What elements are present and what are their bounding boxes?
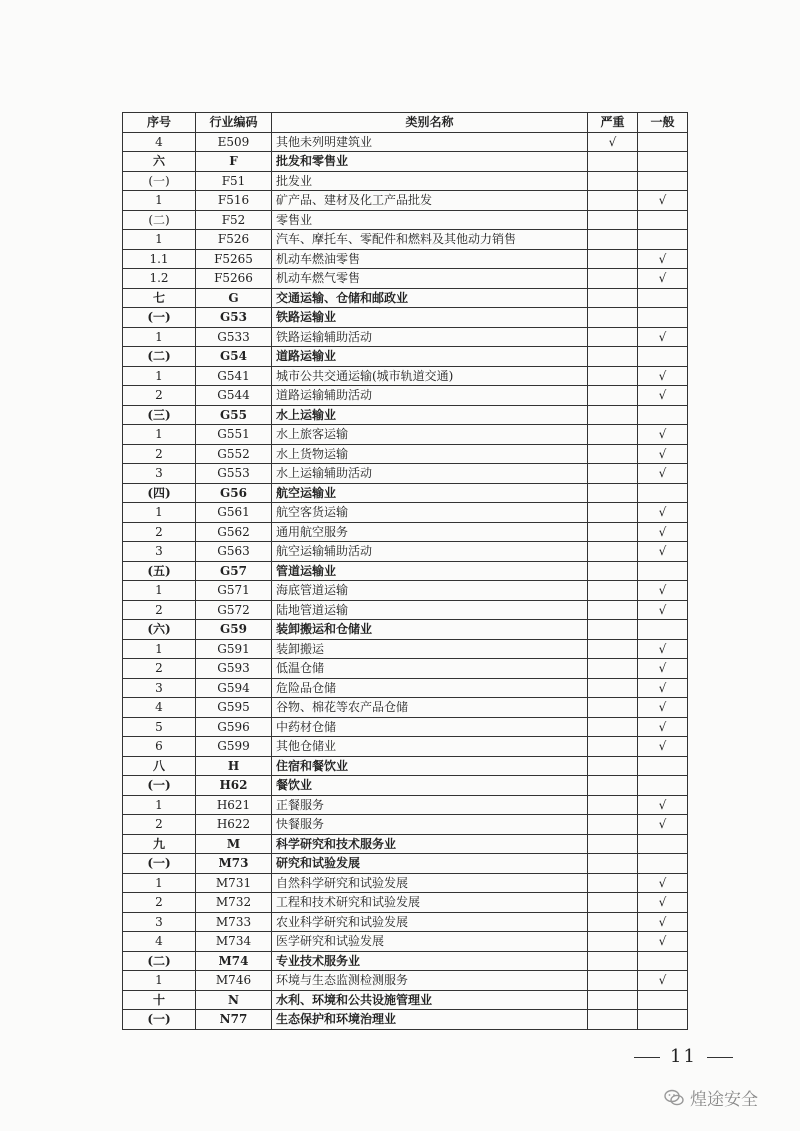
table-row xyxy=(123,620,688,640)
header-name: 类别名称 xyxy=(272,113,588,133)
row-name: 其他未列明建筑业 xyxy=(272,132,588,152)
table-row xyxy=(123,425,688,445)
row-no: 3 xyxy=(123,542,196,562)
row-code: G54 xyxy=(196,347,272,367)
row-severe-mark xyxy=(588,600,638,620)
row-severe-mark xyxy=(588,639,638,659)
row-general-mark: √ xyxy=(638,639,688,659)
table-row xyxy=(123,795,688,815)
row-code: H621 xyxy=(196,795,272,815)
row-code: G552 xyxy=(196,444,272,464)
row-severe-mark xyxy=(588,561,638,581)
table-row xyxy=(123,815,688,835)
row-severe-mark xyxy=(588,854,638,874)
row-code: G599 xyxy=(196,737,272,757)
row-severe-mark xyxy=(588,776,638,796)
row-code: G571 xyxy=(196,581,272,601)
row-severe-mark xyxy=(588,620,638,640)
row-no: 1 xyxy=(123,230,196,250)
row-severe-mark xyxy=(588,737,638,757)
row-severe-mark xyxy=(588,815,638,835)
row-general-mark: √ xyxy=(638,425,688,445)
row-name: 批发业 xyxy=(272,171,588,191)
row-no: 八 xyxy=(123,756,196,776)
row-name: 危险品仓储 xyxy=(272,678,588,698)
industry-table xyxy=(122,112,688,1030)
row-name: 机动车燃油零售 xyxy=(272,249,588,269)
table-row xyxy=(123,756,688,776)
row-no: 4 xyxy=(123,698,196,718)
row-name: 水上货物运输 xyxy=(272,444,588,464)
row-general-mark xyxy=(638,132,688,152)
page-number-value: 11 xyxy=(670,1046,697,1067)
row-severe-mark xyxy=(588,990,638,1010)
row-severe-mark xyxy=(588,542,638,562)
row-severe-mark xyxy=(588,717,638,737)
row-general-mark: √ xyxy=(638,659,688,679)
wechat-icon xyxy=(664,1089,684,1107)
row-name: 正餐服务 xyxy=(272,795,588,815)
row-code: G xyxy=(196,288,272,308)
row-general-mark xyxy=(638,210,688,230)
row-no: 2 xyxy=(123,444,196,464)
row-severe-mark xyxy=(588,912,638,932)
row-code: G595 xyxy=(196,698,272,718)
row-severe-mark xyxy=(588,152,638,172)
table-row xyxy=(123,678,688,698)
row-severe-mark xyxy=(588,230,638,250)
row-name: 生态保护和环境治理业 xyxy=(272,1010,588,1030)
row-code: F52 xyxy=(196,210,272,230)
row-name: 城市公共交通运输(城市轨道交通) xyxy=(272,366,588,386)
row-general-mark: √ xyxy=(638,737,688,757)
row-no: 九 xyxy=(123,834,196,854)
row-general-mark: √ xyxy=(638,249,688,269)
row-code: G544 xyxy=(196,386,272,406)
table-row xyxy=(123,854,688,874)
row-code: G57 xyxy=(196,561,272,581)
row-code: G53 xyxy=(196,308,272,328)
row-name: 工程和技术研究和试验发展 xyxy=(272,893,588,913)
page-number-dash-right xyxy=(707,1057,733,1058)
row-name: 自然科学研究和试验发展 xyxy=(272,873,588,893)
row-severe-mark xyxy=(588,464,638,484)
row-severe-mark xyxy=(588,873,638,893)
row-general-mark: √ xyxy=(638,581,688,601)
row-name: 航空运输业 xyxy=(272,483,588,503)
table-row xyxy=(123,405,688,425)
row-code: G551 xyxy=(196,425,272,445)
row-general-mark xyxy=(638,620,688,640)
row-no: 1.1 xyxy=(123,249,196,269)
table-header-row xyxy=(123,113,688,133)
row-name: 交通运输、仓储和邮政业 xyxy=(272,288,588,308)
table-row xyxy=(123,717,688,737)
row-general-mark: √ xyxy=(638,912,688,932)
row-severe-mark xyxy=(588,444,638,464)
row-no: 5 xyxy=(123,717,196,737)
table-row xyxy=(123,912,688,932)
row-code: H xyxy=(196,756,272,776)
row-general-mark: √ xyxy=(638,873,688,893)
row-severe-mark xyxy=(588,171,638,191)
row-no: 1 xyxy=(123,639,196,659)
row-code: M733 xyxy=(196,912,272,932)
row-name: 汽车、摩托车、零配件和燃料及其他动力销售 xyxy=(272,230,588,250)
row-name: 铁路运输辅助活动 xyxy=(272,327,588,347)
row-name: 水上运输业 xyxy=(272,405,588,425)
row-general-mark: √ xyxy=(638,269,688,289)
table-row xyxy=(123,171,688,191)
row-no: (一) xyxy=(123,854,196,874)
row-general-mark xyxy=(638,854,688,874)
table-row xyxy=(123,347,688,367)
row-general-mark: √ xyxy=(638,386,688,406)
row-code: M746 xyxy=(196,971,272,991)
table-row xyxy=(123,873,688,893)
row-name: 专业技术服务业 xyxy=(272,951,588,971)
row-code: F5266 xyxy=(196,269,272,289)
row-severe-mark xyxy=(588,932,638,952)
row-severe-mark xyxy=(588,405,638,425)
row-no: (二) xyxy=(123,210,196,230)
row-code: E509 xyxy=(196,132,272,152)
table-row xyxy=(123,990,688,1010)
row-general-mark xyxy=(638,483,688,503)
row-no: (二) xyxy=(123,951,196,971)
row-no: 1.2 xyxy=(123,269,196,289)
row-severe-mark xyxy=(588,210,638,230)
row-general-mark: √ xyxy=(638,717,688,737)
header-general: 一般 xyxy=(638,113,688,133)
row-no: 2 xyxy=(123,893,196,913)
row-severe-mark xyxy=(588,308,638,328)
row-name: 批发和零售业 xyxy=(272,152,588,172)
row-no: 3 xyxy=(123,678,196,698)
row-severe-mark xyxy=(588,386,638,406)
row-name: 道路运输辅助活动 xyxy=(272,386,588,406)
table-row xyxy=(123,698,688,718)
table-row xyxy=(123,249,688,269)
row-name: 科学研究和技术服务业 xyxy=(272,834,588,854)
row-no: 2 xyxy=(123,386,196,406)
row-general-mark xyxy=(638,951,688,971)
row-code: G533 xyxy=(196,327,272,347)
row-no: 2 xyxy=(123,659,196,679)
table-row xyxy=(123,561,688,581)
row-name: 低温仓储 xyxy=(272,659,588,679)
row-code: N77 xyxy=(196,1010,272,1030)
row-name: 零售业 xyxy=(272,210,588,230)
row-code: G593 xyxy=(196,659,272,679)
row-name: 水利、环境和公共设施管理业 xyxy=(272,990,588,1010)
row-general-mark xyxy=(638,171,688,191)
table-body xyxy=(123,132,688,1029)
row-name: 航空客货运输 xyxy=(272,503,588,523)
row-name: 水上旅客运输 xyxy=(272,425,588,445)
row-severe-mark xyxy=(588,659,638,679)
row-no: (一) xyxy=(123,171,196,191)
row-no: 六 xyxy=(123,152,196,172)
table-row xyxy=(123,327,688,347)
row-severe-mark: √ xyxy=(588,132,638,152)
row-no: 1 xyxy=(123,503,196,523)
row-code: H622 xyxy=(196,815,272,835)
table-row xyxy=(123,483,688,503)
row-name: 谷物、棉花等农产品仓储 xyxy=(272,698,588,718)
row-severe-mark xyxy=(588,288,638,308)
row-code: G56 xyxy=(196,483,272,503)
watermark xyxy=(664,1085,758,1110)
header-severe: 严重 xyxy=(588,113,638,133)
row-no: 1 xyxy=(123,327,196,347)
row-code: F526 xyxy=(196,230,272,250)
row-code: G572 xyxy=(196,600,272,620)
row-general-mark xyxy=(638,288,688,308)
row-severe-mark xyxy=(588,503,638,523)
row-severe-mark xyxy=(588,425,638,445)
table-row xyxy=(123,210,688,230)
row-general-mark: √ xyxy=(638,678,688,698)
row-name: 装卸搬运 xyxy=(272,639,588,659)
table-row xyxy=(123,230,688,250)
row-code: M731 xyxy=(196,873,272,893)
table-row xyxy=(123,776,688,796)
row-severe-mark xyxy=(588,327,638,347)
row-code: G563 xyxy=(196,542,272,562)
row-no: (二) xyxy=(123,347,196,367)
row-no: 3 xyxy=(123,912,196,932)
row-general-mark xyxy=(638,990,688,1010)
table-row xyxy=(123,308,688,328)
table-row xyxy=(123,152,688,172)
row-general-mark: √ xyxy=(638,795,688,815)
row-code: G553 xyxy=(196,464,272,484)
row-no: 1 xyxy=(123,425,196,445)
row-name: 航空运输辅助活动 xyxy=(272,542,588,562)
row-code: M734 xyxy=(196,932,272,952)
row-name: 装卸搬运和仓储业 xyxy=(272,620,588,640)
table-row xyxy=(123,269,688,289)
row-general-mark: √ xyxy=(638,542,688,562)
row-name: 其他仓储业 xyxy=(272,737,588,757)
table-row xyxy=(123,834,688,854)
row-code: G561 xyxy=(196,503,272,523)
table-row xyxy=(123,893,688,913)
row-general-mark xyxy=(638,776,688,796)
row-code: G562 xyxy=(196,522,272,542)
row-no: 1 xyxy=(123,191,196,211)
table-row xyxy=(123,464,688,484)
table-row xyxy=(123,951,688,971)
row-severe-mark xyxy=(588,893,638,913)
row-severe-mark xyxy=(588,756,638,776)
table-row xyxy=(123,932,688,952)
row-severe-mark xyxy=(588,1010,638,1030)
table-row xyxy=(123,444,688,464)
row-code: M732 xyxy=(196,893,272,913)
row-general-mark: √ xyxy=(638,464,688,484)
row-severe-mark xyxy=(588,249,638,269)
row-no: 十 xyxy=(123,990,196,1010)
header-code: 行业编码 xyxy=(196,113,272,133)
table-row xyxy=(123,971,688,991)
table-row xyxy=(123,386,688,406)
row-severe-mark xyxy=(588,483,638,503)
row-severe-mark xyxy=(588,951,638,971)
table-row xyxy=(123,737,688,757)
row-name: 中药材仓储 xyxy=(272,717,588,737)
row-no: (六) xyxy=(123,620,196,640)
row-name: 医学研究和试验发展 xyxy=(272,932,588,952)
row-code: H62 xyxy=(196,776,272,796)
row-name: 铁路运输业 xyxy=(272,308,588,328)
row-name: 通用航空服务 xyxy=(272,522,588,542)
row-no: (三) xyxy=(123,405,196,425)
row-name: 矿产品、建材及化工产品批发 xyxy=(272,191,588,211)
row-code: N xyxy=(196,990,272,1010)
row-general-mark xyxy=(638,308,688,328)
row-general-mark xyxy=(638,834,688,854)
row-general-mark xyxy=(638,561,688,581)
row-severe-mark xyxy=(588,795,638,815)
row-severe-mark xyxy=(588,834,638,854)
table-row xyxy=(123,581,688,601)
row-no: 2 xyxy=(123,815,196,835)
row-name: 快餐服务 xyxy=(272,815,588,835)
table-row xyxy=(123,659,688,679)
table-row xyxy=(123,639,688,659)
row-general-mark: √ xyxy=(638,893,688,913)
row-general-mark: √ xyxy=(638,932,688,952)
row-general-mark xyxy=(638,347,688,367)
row-no: 6 xyxy=(123,737,196,757)
row-code: G594 xyxy=(196,678,272,698)
table-row xyxy=(123,1010,688,1030)
row-general-mark xyxy=(638,1010,688,1030)
row-general-mark: √ xyxy=(638,327,688,347)
row-severe-mark xyxy=(588,191,638,211)
row-no: 1 xyxy=(123,873,196,893)
row-name: 机动车燃气零售 xyxy=(272,269,588,289)
row-name: 陆地管道运输 xyxy=(272,600,588,620)
row-code: F5265 xyxy=(196,249,272,269)
table-row xyxy=(123,503,688,523)
row-name: 管道运输业 xyxy=(272,561,588,581)
row-severe-mark xyxy=(588,347,638,367)
row-severe-mark xyxy=(588,698,638,718)
row-severe-mark xyxy=(588,581,638,601)
row-general-mark: √ xyxy=(638,971,688,991)
row-general-mark: √ xyxy=(638,366,688,386)
row-no: 七 xyxy=(123,288,196,308)
row-severe-mark xyxy=(588,522,638,542)
row-name: 道路运输业 xyxy=(272,347,588,367)
row-general-mark: √ xyxy=(638,444,688,464)
watermark-text: 煌途安全 xyxy=(690,1090,758,1110)
table-row xyxy=(123,191,688,211)
row-general-mark: √ xyxy=(638,503,688,523)
table-row xyxy=(123,600,688,620)
row-general-mark xyxy=(638,756,688,776)
row-name: 研究和试验发展 xyxy=(272,854,588,874)
row-no: 1 xyxy=(123,795,196,815)
row-code: F51 xyxy=(196,171,272,191)
row-name: 餐饮业 xyxy=(272,776,588,796)
row-no: 4 xyxy=(123,932,196,952)
row-name: 海底管道运输 xyxy=(272,581,588,601)
row-no: (一) xyxy=(123,776,196,796)
row-code: G55 xyxy=(196,405,272,425)
row-no: 2 xyxy=(123,600,196,620)
row-name: 环境与生态监测检测服务 xyxy=(272,971,588,991)
row-code: G59 xyxy=(196,620,272,640)
page-number xyxy=(624,1046,743,1067)
row-severe-mark xyxy=(588,678,638,698)
row-code: M74 xyxy=(196,951,272,971)
row-code: F xyxy=(196,152,272,172)
row-severe-mark xyxy=(588,269,638,289)
row-general-mark: √ xyxy=(638,815,688,835)
row-general-mark xyxy=(638,230,688,250)
row-name: 住宿和餐饮业 xyxy=(272,756,588,776)
table-row xyxy=(123,366,688,386)
row-no: 3 xyxy=(123,464,196,484)
row-no: (五) xyxy=(123,561,196,581)
row-no: 1 xyxy=(123,971,196,991)
table-row xyxy=(123,132,688,152)
row-code: M xyxy=(196,834,272,854)
row-name: 水上运输辅助活动 xyxy=(272,464,588,484)
row-general-mark: √ xyxy=(638,522,688,542)
row-general-mark: √ xyxy=(638,698,688,718)
row-general-mark xyxy=(638,405,688,425)
row-no: 2 xyxy=(123,522,196,542)
row-code: G541 xyxy=(196,366,272,386)
table-row xyxy=(123,542,688,562)
row-severe-mark xyxy=(588,366,638,386)
row-name: 农业科学研究和试验发展 xyxy=(272,912,588,932)
row-no: 1 xyxy=(123,581,196,601)
table-row xyxy=(123,522,688,542)
row-no: (一) xyxy=(123,308,196,328)
row-code: G591 xyxy=(196,639,272,659)
table-row xyxy=(123,288,688,308)
row-general-mark: √ xyxy=(638,600,688,620)
row-code: G596 xyxy=(196,717,272,737)
row-no: 1 xyxy=(123,366,196,386)
row-no: (一) xyxy=(123,1010,196,1030)
row-code: M73 xyxy=(196,854,272,874)
row-code: F516 xyxy=(196,191,272,211)
page-number-dash-left xyxy=(634,1057,660,1058)
row-no: 4 xyxy=(123,132,196,152)
header-no: 序号 xyxy=(123,113,196,133)
row-general-mark: √ xyxy=(638,191,688,211)
row-no: (四) xyxy=(123,483,196,503)
row-severe-mark xyxy=(588,971,638,991)
row-general-mark xyxy=(638,152,688,172)
